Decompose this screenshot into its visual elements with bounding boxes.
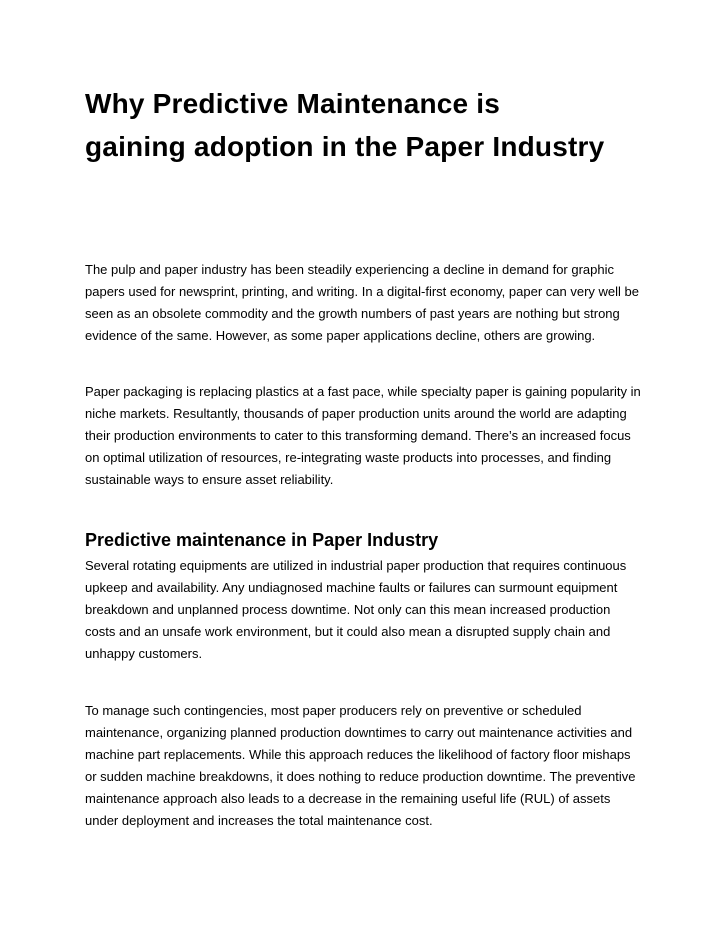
page-title: Why Predictive Maintenance is gaining adoption in the Paper Industry [85,88,605,162]
intro-paragraph: The pulp and paper industry has been steadily experiencing a decline in demand for graphic papers used for newsprint, printing, and writing. In a digital-first economy, paper can very well be seen as an obsolete commodity and the growth numbers of past years are nothing but strong evidence of the same. However, as some paper applications decline, others are growing. [85,262,639,343]
preventive-maintenance-paragraph: To manage such contingencies, most paper producers rely on preventive or scheduled maintenance, organizing planned production downtimes to carry out maintenance activities and machine part replacements. While this approach reduces the likelihood of factory floor mishaps or sudden machine breakdowns, it does nothing to reduce production downtime. The preventive maintenance approach also leads to a decrease in the remaining useful life (RUL) of assets under deployment and increases the total maintenance cost. [85,703,636,828]
packaging-paragraph: Paper packaging is replacing plastics at a fast pace, while specialty paper is gaining popularity in niche markets. Resultantly, thousands of paper production units around the world are adapting their production environments to cater to this transforming demand. There’s an increased focus on optimal utilization of resources, re-integrating waste products into processes, and finding sustainable ways to ensure asset reliability. [85,384,641,487]
equipment-paragraph: Several rotating equipments are utilized in industrial paper production that requires continuous upkeep and availability. Any undiagnosed machine faults or failures can surmount equipment breakdown and unplanned process downtime. Not only can this mean increased production costs and an unsafe work environment, but it could also mean a disrupted supply chain and unhappy customers. [85,558,627,661]
section-heading: Predictive maintenance in Paper Industry [85,530,439,550]
